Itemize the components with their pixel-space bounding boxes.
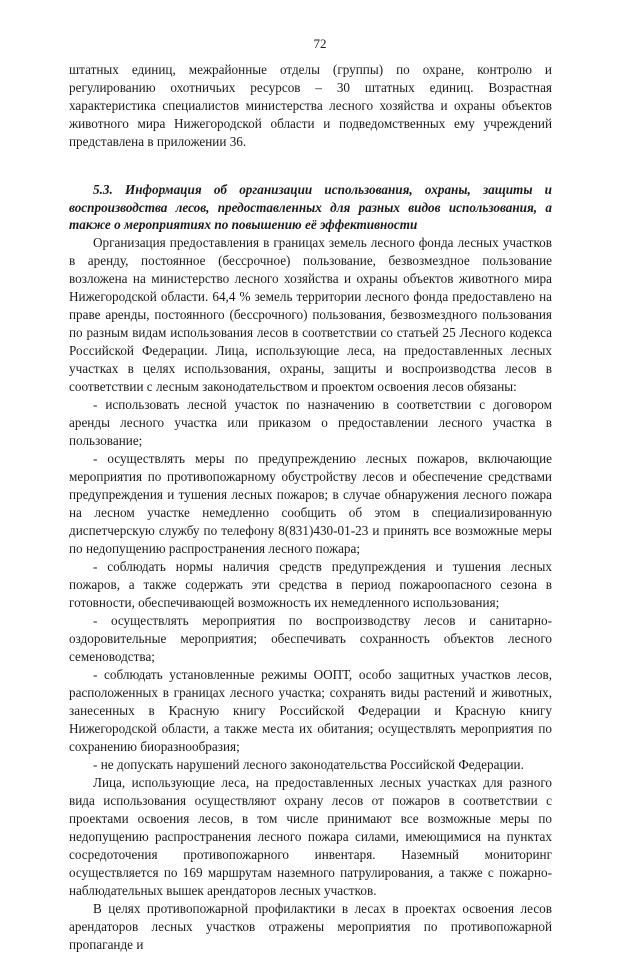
obligation-item: - осуществлять меры по предупреждению лесных пожаров, включающие мероприятия по противопожарному обустройству лесов и обеспечение средствами предупреждения и тушения лесных пожаров; в случае обнаружения лесного пожара на лесном участке немедленно сообщить об этом в специализированную диспетчерскую службу по телефону 8(831)430-01-23 и принять все возможные меры по недопущению распространения лесного пожара; (69, 450, 552, 556)
obligation-item: - осуществлять мероприятия по воспроизводству лесов и санитарно-оздоровительные мероприятия; обеспечивать сохранность объектов лесного семеноводства; (69, 612, 552, 664)
obligation-item: - соблюдать установленные режимы ООПТ, особо защитных участков лесов, расположенных в границах лесного участка; сохранять виды растений и животных, занесенных в Красную книгу Российской Федерации и Красную книгу Нижегородской области, а также места их обитания; осуществлять мероприятия по сохранению биоразнообразия; (69, 666, 552, 754)
obligation-item: - использовать лесной участок по назначению в соответствии с договором аренды лесного участка или приказом о предоставлении лесного участка в пользование; (69, 396, 552, 448)
page-content (69, 61, 552, 954)
intro-paragraph: штатных единиц, межрайонные отделы (группы) по охране, контролю и регулированию охотничьих ресурсов – 30 штатных единиц. Возрастная характеристика специалистов министерства лесного хозяйства и охраны объектов животного мира Нижегородской области и подведомственных ему учреждений представлена в приложении 36. (69, 62, 552, 149)
paragraph-fire-protection: Лица, использующие леса, на предоставленных лесных участках для разного вида использования осуществляют охрану лесов от пожаров в соответствии с проектами освоения лесов, в том числе принимают все возможные меры по недопущению распространения лесного пожара силами, имеющимися на пунктах сосредоточения противопожарного инвентаря. Наземный мониторинг осуществляется по 169 маршрутам наземного патрулирования, а также с пожарно-наблюдательных вышек арендаторов лесных участков. (69, 774, 552, 898)
obligation-item: - не допускать нарушений лесного законодательства Российской Федерации. (93, 756, 524, 772)
paragraph-organization: Организация предоставления в границах земель лесного фонда лесных участков в аренду, постоянное (бессрочное) пользование, безвозмездное пользование возложена на министерство лесного хозяйства и охраны объектов животного мира Нижегородской области. 64,4 % земель территории лесного фонда предоставлено на праве аренды, постоянного (бессрочного) пользования, безвозмездного пользования по разным видам использования лесов в соответствии со статьей 25 Лесного кодекса Российской Федерации. Лица, использующие леса, на предоставленных лесных участках в целях использования, охраны, защиты и воспроизводства лесов в соответствии с лесным законодательством и проектом освоения лесов обязаны: (69, 234, 552, 394)
obligation-item: - соблюдать нормы наличия средств предупреждения и тушения лесных пожаров, а также содержать эти средства в период пожароопасного сезона в готовности, обеспечивающей возможность их немедленного использования; (69, 558, 552, 610)
paragraph-fire-prevention: В целях противопожарной профилактики в лесах в проектах освоения лесов арендаторов лесных участков отражены мероприятия по противопожарной пропаганде и (69, 900, 552, 952)
section-heading: 5.3. Информация об организации использования, охраны, защиты и воспроизводства лесов, предоставленных для разных видов использования, а также о мероприятиях по повышению её эффективности (69, 182, 552, 232)
page-number: 72 (313, 36, 327, 51)
